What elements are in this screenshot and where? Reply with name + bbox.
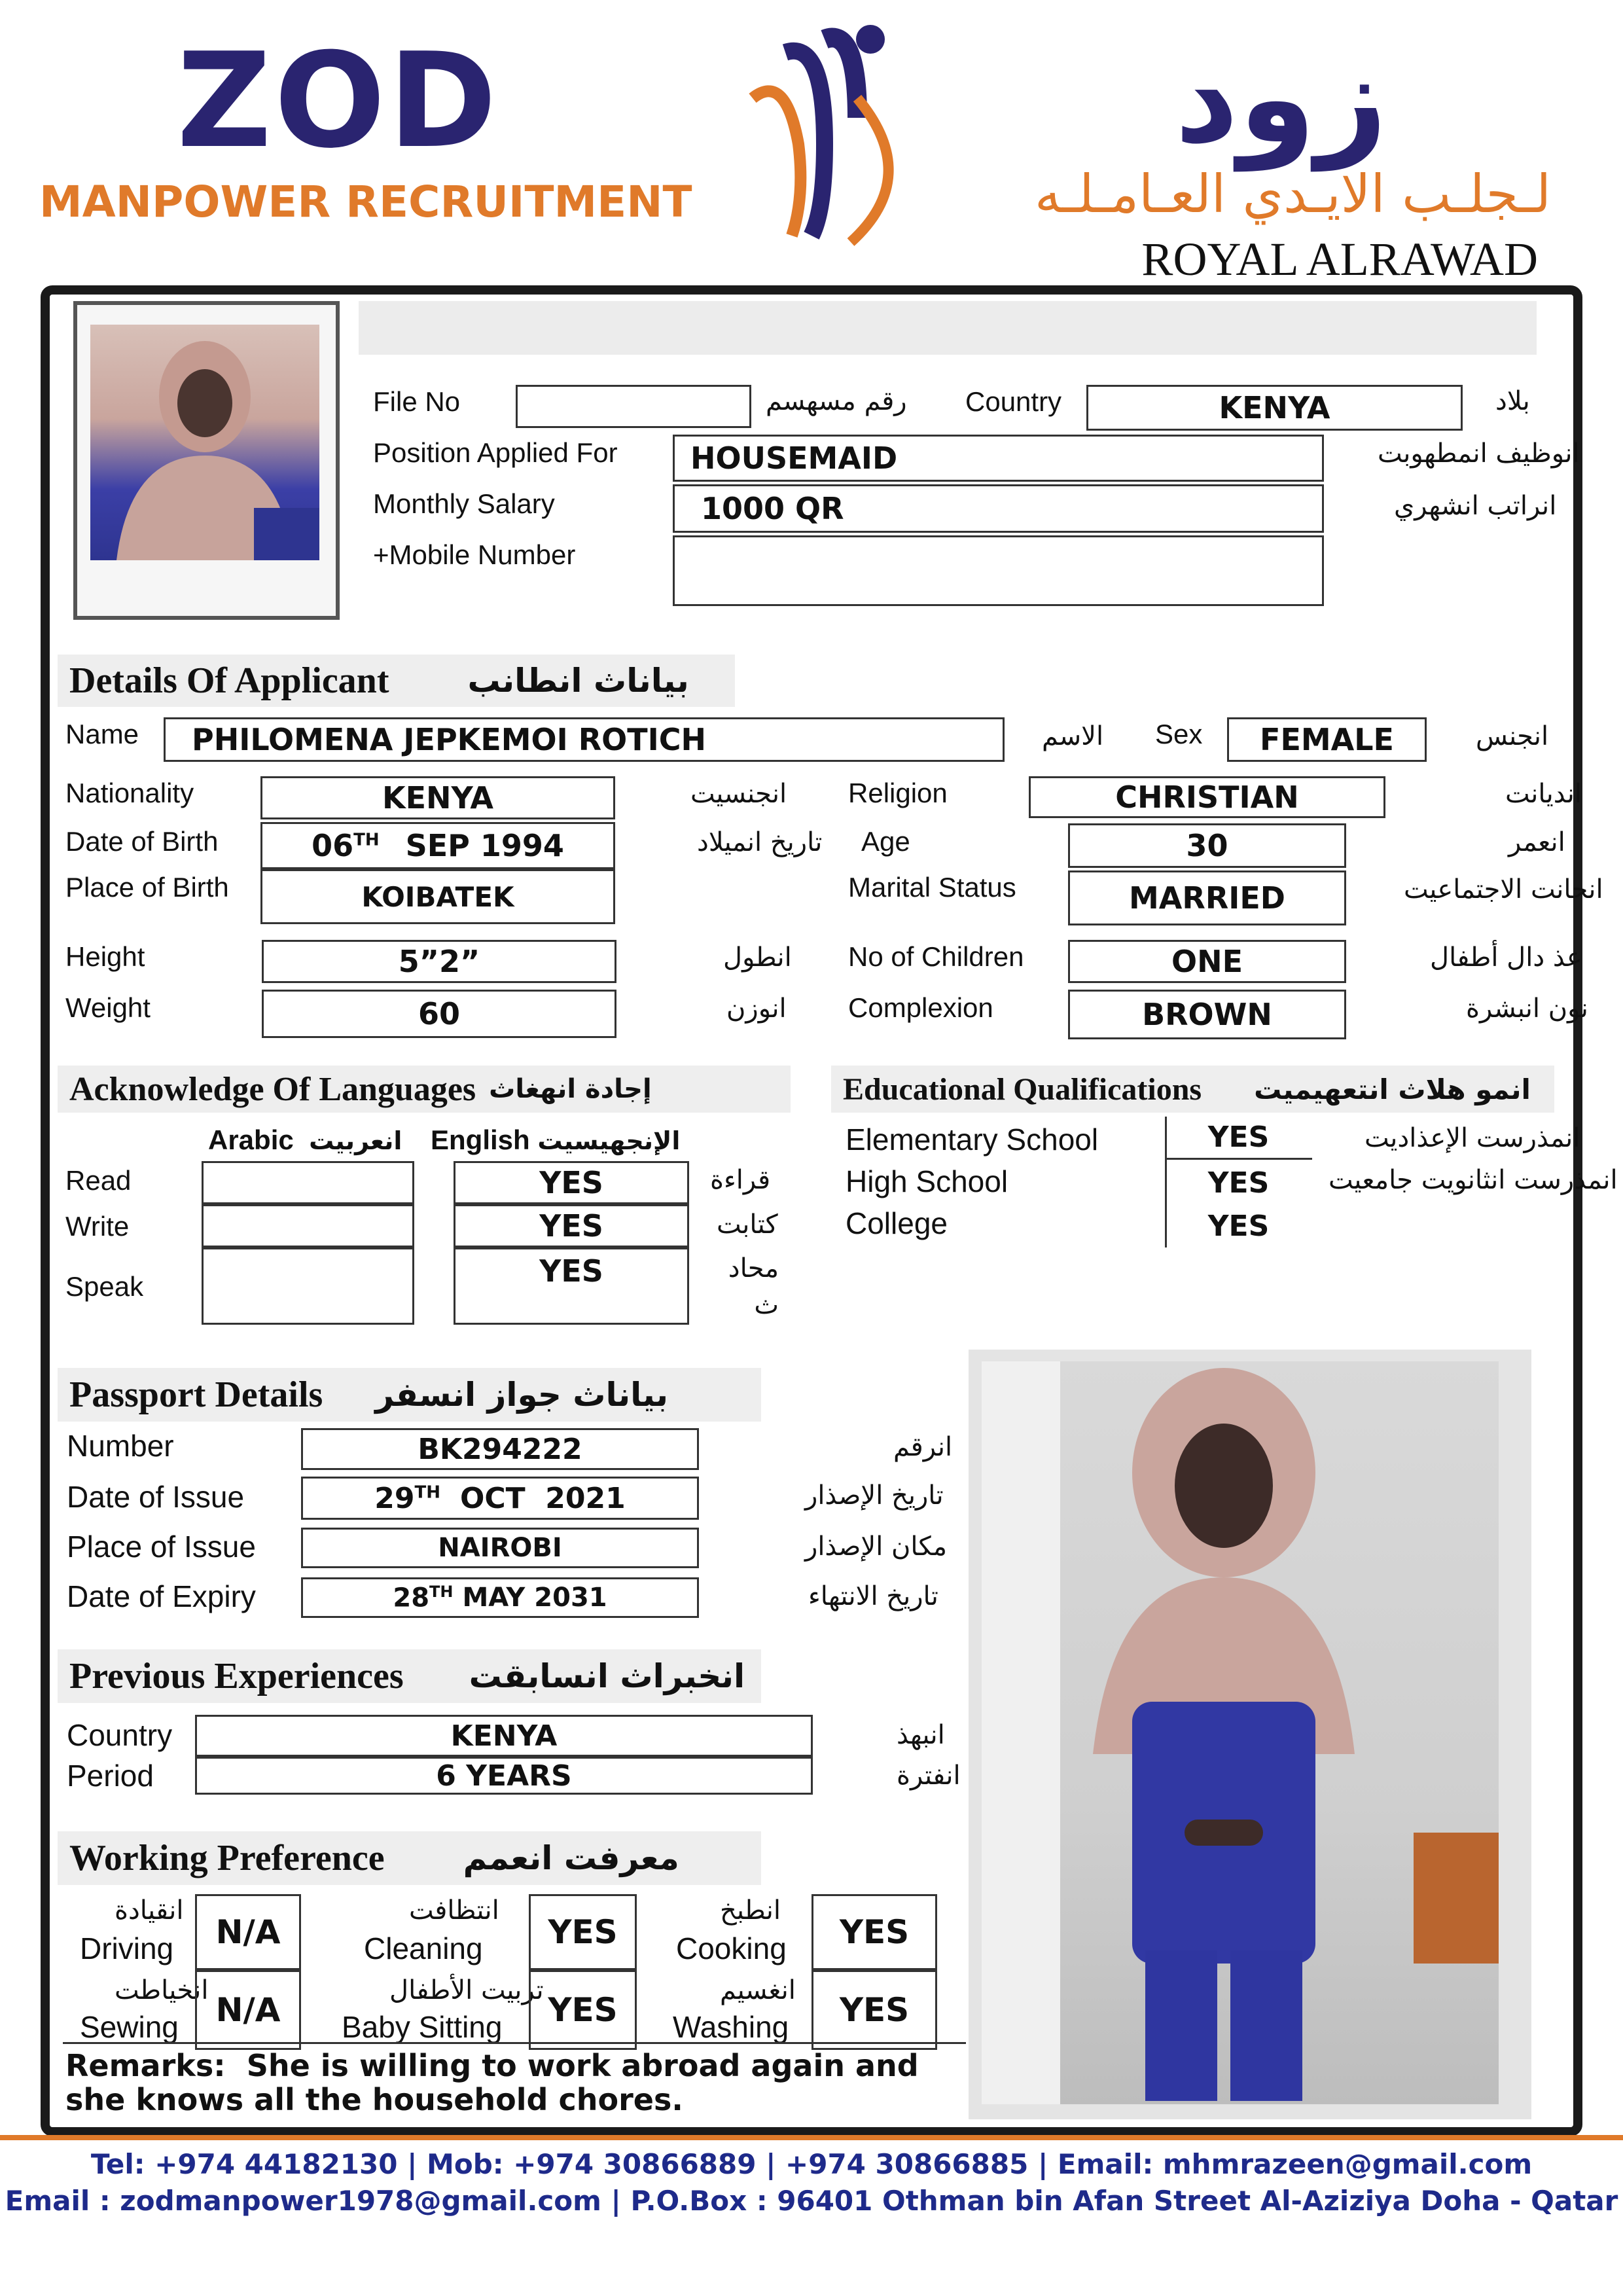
exp-country-label: Country — [67, 1718, 173, 1752]
religion-ar: انديانت — [1505, 779, 1582, 809]
preference-section-title-ar: معرفت انعمم — [463, 1839, 679, 1877]
cleaning-label: Cleaning — [364, 1931, 483, 1965]
baby-sitting-value: YES — [529, 1970, 637, 2050]
top-band — [359, 301, 1537, 355]
elementary-value: YES — [1165, 1117, 1312, 1160]
sex-label: Sex — [1155, 719, 1203, 749]
education-section-header — [831, 1066, 1554, 1113]
languages-section-title: Acknowledge Of Languages — [69, 1070, 476, 1108]
religion-field: CHRISTIAN — [1029, 776, 1385, 818]
write-label: Write — [65, 1211, 130, 1242]
nationality-label: Nationality — [65, 778, 194, 808]
arabic-col-header: Arabic انعربيت — [208, 1124, 402, 1155]
dob-label: Date of Birth — [65, 826, 219, 857]
driving-value: N/A — [195, 1894, 301, 1970]
position-ar: انوظيف انمطهوبت — [1378, 439, 1580, 469]
country-label: Country — [965, 386, 1062, 417]
washing-value: YES — [812, 1970, 937, 2050]
expiry-date-label: Date of Expiry — [67, 1579, 256, 1613]
speak-arabic-cell — [202, 1247, 414, 1325]
elementary-ar: انمذرست الإعذاديت — [1364, 1123, 1580, 1153]
write-arabic-cell — [202, 1204, 414, 1247]
sewing-value: N/A — [195, 1970, 301, 2050]
file-no-ar: رقم مسهسم — [766, 386, 907, 416]
high-school-ar: انمذرست انثانويت جامعيت — [1329, 1165, 1618, 1195]
issue-day: 29TH — [374, 1481, 440, 1515]
file-no-field — [516, 385, 751, 428]
religion-label: Religion — [848, 778, 948, 808]
age-ar: انعمر — [1508, 827, 1565, 857]
height-ar: انطول — [723, 942, 792, 973]
issue-date-field — [301, 1477, 699, 1520]
high-school-label: High School — [846, 1164, 1008, 1198]
experience-section-header — [58, 1649, 761, 1703]
baby-sitting-label: Baby Sitting — [342, 2010, 503, 2044]
age-label: Age — [861, 826, 910, 857]
country-field: KENYA — [1086, 385, 1463, 431]
education-section-title-ar: انمو هلاث انتعهيميت — [1254, 1073, 1531, 1105]
marital-label: Marital Status — [848, 872, 1016, 903]
weight-ar: انوزن — [726, 994, 787, 1024]
washing-label: Washing — [673, 2010, 789, 2044]
issue-place-field: NAIROBI — [301, 1528, 699, 1568]
salary-label: Monthly Salary — [373, 488, 555, 519]
footer-address-line: Email : zodmanpower1978@gmail.com | P.O.Box : 96401 Othman bin Afan Street Al-Aziziya Doha - Qatar — [5, 2185, 1618, 2217]
sex-field: FEMALE — [1227, 717, 1427, 762]
height-label: Height — [65, 941, 145, 972]
full-photo-frame — [969, 1350, 1531, 2119]
speak-english-cell: YES — [454, 1247, 689, 1325]
washing-ar: انغسيم — [720, 1975, 796, 2005]
applicant-section-title-ar: بياناث انطانب — [467, 662, 689, 700]
speak-label: Speak — [65, 1271, 144, 1302]
english-col-header: English الإنجهيسيت — [431, 1124, 681, 1155]
brand-subtitle: MANPOWER RECRUITMENT — [39, 177, 692, 227]
passport-number-label: Number — [67, 1429, 174, 1463]
mobile-field — [673, 535, 1324, 606]
weight-label: Weight — [65, 992, 151, 1023]
footer-divider — [0, 2135, 1623, 2140]
experience-section-title: Previous Experiences — [69, 1656, 404, 1696]
marital-ar: انحانت الاجتماعيت — [1404, 874, 1603, 905]
expiry-date-field — [301, 1577, 699, 1618]
remarks — [65, 2049, 955, 2117]
expiry-day: 28TH — [393, 1582, 454, 1613]
children-label: No of Children — [848, 941, 1024, 972]
cooking-value: YES — [812, 1894, 937, 1970]
languages-section-title-ar: إجادة انهغاث — [489, 1074, 652, 1104]
applicant-silhouette-icon — [90, 325, 319, 560]
expiry-date-ar: تاريخ الانتهاء — [808, 1581, 938, 1611]
exp-period-ar: انفترة — [897, 1761, 961, 1791]
pob-field: KOIBATEK — [260, 869, 615, 924]
applicant-section-title: Details Of Applicant — [69, 660, 389, 701]
nationality-field: KENYA — [260, 776, 615, 819]
college-label: College — [846, 1206, 948, 1240]
name-ar: الاسم — [1042, 721, 1104, 751]
issue-place-ar: مكان الإصذار — [805, 1532, 948, 1562]
read-label: Read — [65, 1165, 132, 1196]
applicant-photo-small — [90, 325, 319, 560]
pob-label: Place of Birth — [65, 872, 229, 903]
nationality-ar: انجنسيت — [690, 779, 787, 809]
read-ar: قراءة — [710, 1165, 771, 1195]
passport-section-title: Passport Details — [69, 1374, 323, 1415]
footer-contact-line: Tel: +974 44182130 | Mob: +974 30866889 | +974 30866885 | Email: mhmrazeen@gmail.com — [90, 2148, 1533, 2180]
marital-field: MARRIED — [1068, 870, 1346, 925]
applicant-fullbody-icon — [982, 1361, 1499, 2104]
issue-date-ar: تاريخ الإصذار — [805, 1480, 944, 1511]
complexion-label: Complexion — [848, 992, 993, 1023]
exp-period-field: 6 YEARS — [195, 1757, 813, 1795]
sewing-ar: انخياطت — [115, 1975, 209, 2005]
read-arabic-cell — [202, 1161, 414, 1204]
dob-rest: SEP 1994 — [405, 828, 564, 863]
college-value: YES — [1207, 1209, 1270, 1243]
age-field: 30 — [1068, 823, 1346, 868]
name-label: Name — [65, 719, 139, 749]
passport-number-field: BK294222 — [301, 1428, 699, 1470]
read-english-cell: YES — [454, 1161, 689, 1204]
issue-date-label: Date of Issue — [67, 1480, 245, 1514]
dob-day: 06TH — [312, 828, 380, 863]
remarks-text: She is willing to work abroad again and she knows all the household chores. — [65, 2048, 919, 2117]
exp-period-label: Period — [67, 1759, 154, 1793]
exp-country-field: KENYA — [195, 1715, 813, 1757]
position-field: HOUSEMAID — [673, 435, 1324, 482]
issue-rest: OCT 2021 — [459, 1481, 626, 1515]
dob-field — [260, 822, 615, 869]
salary-ar: انراتب انشهري — [1394, 491, 1557, 521]
education-section-title: Educational Qualifications — [843, 1071, 1202, 1107]
elementary-label: Elementary School — [846, 1122, 1099, 1157]
salary-field: 1000 QR — [673, 484, 1324, 533]
sewing-label: Sewing — [80, 2010, 179, 2044]
expiry-rest: MAY 2031 — [462, 1583, 607, 1613]
royal-alrawad: ROYAL ALRAWAD — [1141, 233, 1538, 285]
brand-logo-text: ZOD — [177, 25, 500, 177]
position-label: Position Applied For — [373, 437, 618, 468]
cleaning-value: YES — [529, 1894, 637, 1970]
experience-section-title-ar: انخبراث انسابقت — [469, 1657, 745, 1695]
children-field: ONE — [1068, 940, 1346, 983]
write-ar: كتابت — [717, 1210, 778, 1240]
languages-section-header — [58, 1066, 791, 1113]
complexion-ar: نون انبشرة — [1466, 994, 1588, 1024]
remarks-label: Remarks: — [65, 2048, 226, 2083]
passport-section-title-ar: بياناث جواز انسفر — [375, 1376, 669, 1414]
sex-ar: انجنس — [1476, 721, 1549, 751]
baby-sitting-ar: تربيت الأطفال — [389, 1975, 544, 2005]
dob-ar: تاريخ انميلاد — [697, 827, 823, 857]
cleaning-ar: انتظافت — [409, 1895, 499, 1926]
write-english-cell: YES — [454, 1204, 689, 1247]
driving-label: Driving — [80, 1931, 174, 1965]
file-no-label: File No — [373, 386, 461, 417]
name-field: PHILOMENA JEPKEMOI ROTICH — [164, 717, 1005, 762]
complexion-field: BROWN — [1068, 990, 1346, 1039]
children-ar: عذ دال أطفال — [1430, 942, 1582, 973]
mobile-label: +Mobile Number — [373, 539, 576, 570]
applicant-photo-full — [982, 1361, 1499, 2104]
height-field: 5”2” — [262, 940, 616, 983]
cooking-ar: انطبخ — [720, 1895, 781, 1926]
high-school-value: YES — [1207, 1166, 1270, 1200]
passport-number-ar: انرقم — [893, 1432, 953, 1462]
brand-arabic-logo: زود — [1175, 26, 1387, 171]
driving-ar: انقيادة — [115, 1895, 184, 1926]
issue-place-label: Place of Issue — [67, 1530, 256, 1564]
country-ar: بلاد — [1495, 386, 1530, 416]
passport-section-header — [58, 1368, 761, 1422]
small-photo-frame — [73, 301, 340, 620]
preference-section-title: Working Preference — [69, 1838, 385, 1878]
preference-section-header — [58, 1831, 761, 1885]
brand-figure-icon — [726, 13, 923, 249]
brand-arabic-subtitle: لـجلـب الايـدي العـامـلـه — [1034, 164, 1551, 224]
speak-ar: محاد ث — [728, 1253, 779, 1320]
weight-field: 60 — [262, 990, 616, 1038]
applicant-section-header — [58, 655, 735, 707]
exp-country-ar: انبهذ — [897, 1720, 945, 1750]
cooking-label: Cooking — [676, 1931, 787, 1965]
